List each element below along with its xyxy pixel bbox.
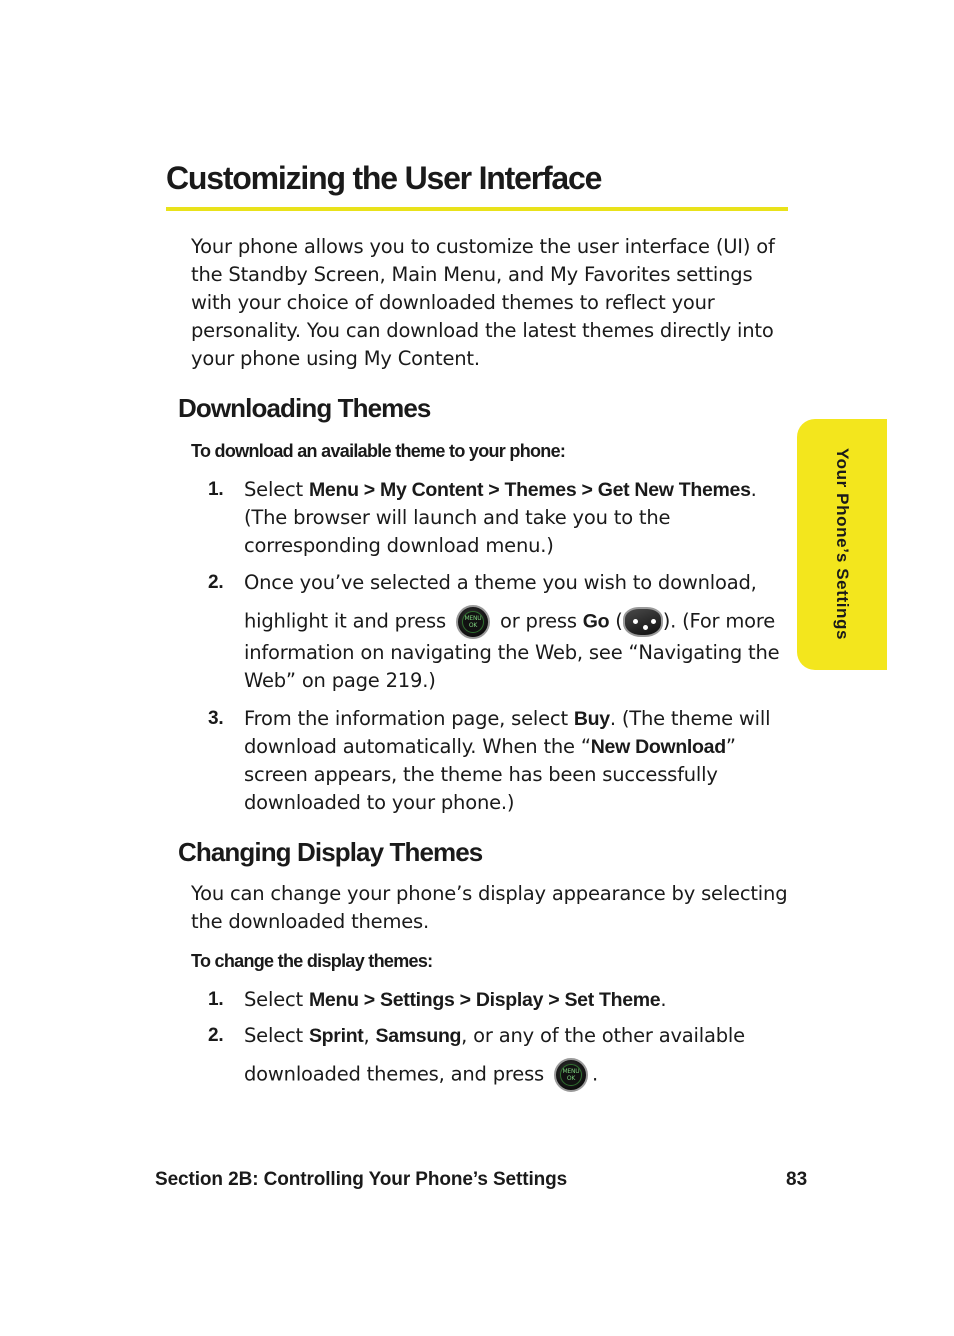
step-number: 2. [208,1025,224,1046]
footer-section-title: Section 2B: Controlling Your Phone’s Settings [155,1169,568,1190]
step-number: 3. [208,708,224,729]
step-text: Select Sprint, Samsung, or any of the other available downloaded themes, and press MENU OK . [244,1022,794,1092]
download-procedure-label: To download an available theme to your phone: [191,441,566,461]
step-text: Select Menu > My Content > Themes > Get New Themes. (The browser will launch and take you to the corresponding download menu.) [244,478,757,557]
menu-path: Menu > My Content > Themes > Get New Themes [308,479,751,501]
intro-paragraph: Your phone allows you to customize the user interface (UI) of the Standby Screen, Main Menu, and My Favorites settings with your choice of downloaded themes to reflect your personality. You can download the latest themes directly into your phone using My Content. [191,235,775,370]
changing-intro-paragraph: You can change your phone’s display appearance by selecting the downloaded themes. [191,882,788,933]
menu-ok-button-icon: MENU OK [456,605,490,639]
changing-display-themes-heading: Changing Display Themes [178,837,483,867]
step-text: From the information page, select Buy. (The theme will download automatically. When the “New Download” screen appears, the theme has been successfully downloaded to your phone.) [244,707,771,814]
new-download-screen-label: New Download [590,736,726,758]
go-softkey-label: Go [582,610,610,633]
go-softkey-icon [623,607,663,637]
footer-page-number: 83 [786,1169,808,1190]
step-text: Select Menu > Settings > Display > Set Theme. [244,988,667,1011]
step-number: 1. [208,479,224,500]
downloading-themes-heading: Downloading Themes [178,393,431,423]
buy-option: Buy [573,708,610,730]
menu-path: Menu > Settings > Display > Set Theme [308,989,661,1011]
side-tab-label: Your Phone’s Settings [833,448,852,641]
change-procedure-label: To change the display themes: [191,951,433,971]
step-number: 1. [208,989,224,1010]
menu-ok-button-icon: MENU OK [554,1058,588,1092]
sprint-theme-option: Sprint [308,1025,364,1047]
step-number: 2. [208,572,224,593]
page-title: Customizing the User Interface [166,160,602,196]
step-text: Once you’ve selected a theme you wish to download, highlight it and press MENU OK or press Go ( ). (For more information on navigating the Web, see “Navigating the Web” on page 219.) [244,571,780,692]
samsung-theme-option: Samsung [375,1025,462,1047]
title-rule [166,207,788,211]
